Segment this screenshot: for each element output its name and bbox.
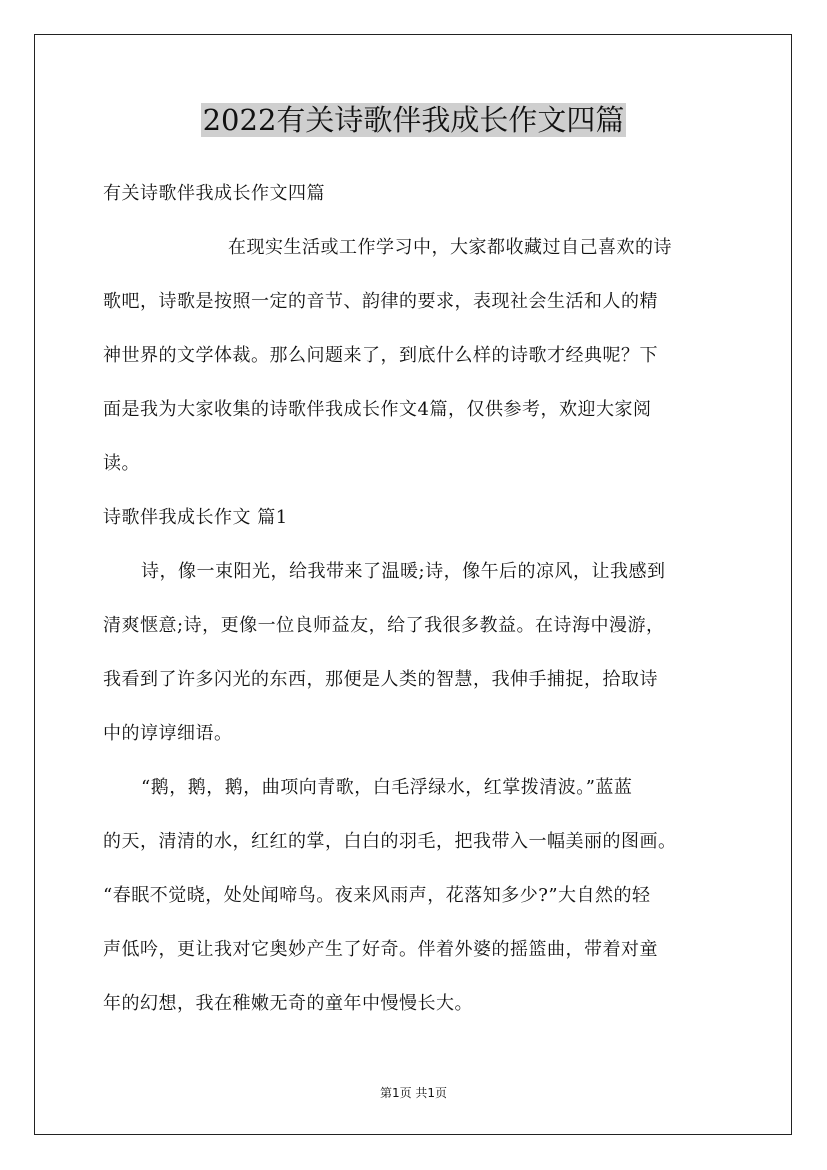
- paragraph-line: 神世界的文学体裁。那么问题来了，到底什么样的诗歌才经典呢？下: [103, 345, 658, 366]
- paragraph-line: 的天，清清的水，红红的掌，白白的羽毛，把我带入一幅美丽的图画。: [103, 831, 677, 852]
- paragraph-line: 声低吟，更让我对它奥妙产生了好奇。伴着外婆的摇篮曲，带着对童: [103, 939, 658, 960]
- section-heading: 诗歌伴我成长作文 篇1: [103, 507, 288, 528]
- subtitle-line: 有关诗歌伴我成长作文四篇: [103, 183, 325, 204]
- paragraph-line: 面是我为大家收集的诗歌伴我成长作文4篇，仅供参考，欢迎大家阅: [103, 399, 652, 420]
- paragraph-line: 中的谆谆细语。: [103, 723, 233, 744]
- paragraph-line: “春眠不觉晓，处处闻啼鸟。夜来风雨声，花落知多少?”大自然的轻: [103, 885, 651, 906]
- paragraph-line: 清爽惬意;诗，更像一位良师益友，给了我很多教益。在诗海中漫游，: [103, 615, 665, 636]
- paragraph-line: 诗，像一束阳光，给我带来了温暖;诗，像午后的凉风，让我感到: [141, 561, 666, 582]
- page-number-footer: 第1页 共1页: [379, 1086, 448, 1100]
- paragraph-line: 歌吧，诗歌是按照一定的音节、韵律的要求，表现社会生活和人的精: [103, 291, 658, 312]
- paragraph-line: 我看到了许多闪光的东西，那便是人类的智慧，我伸手捕捉，拾取诗: [103, 669, 658, 690]
- paragraph-line: “鹅，鹅，鹅，曲项向青歌，白毛浮绿水，红掌拨清波。”蓝蓝: [141, 777, 633, 798]
- paragraph-line: 年的幻想，我在稚嫩无奇的童年中慢慢长大。: [103, 993, 473, 1014]
- document-title: [0, 100, 827, 140]
- paragraph-line: 在现实生活或工作学习中，大家都收藏过自己喜欢的诗: [228, 237, 672, 258]
- paragraph-line: 读。: [103, 453, 140, 474]
- document-title-text: 2022有关诗歌伴我成长作文四篇: [202, 103, 625, 137]
